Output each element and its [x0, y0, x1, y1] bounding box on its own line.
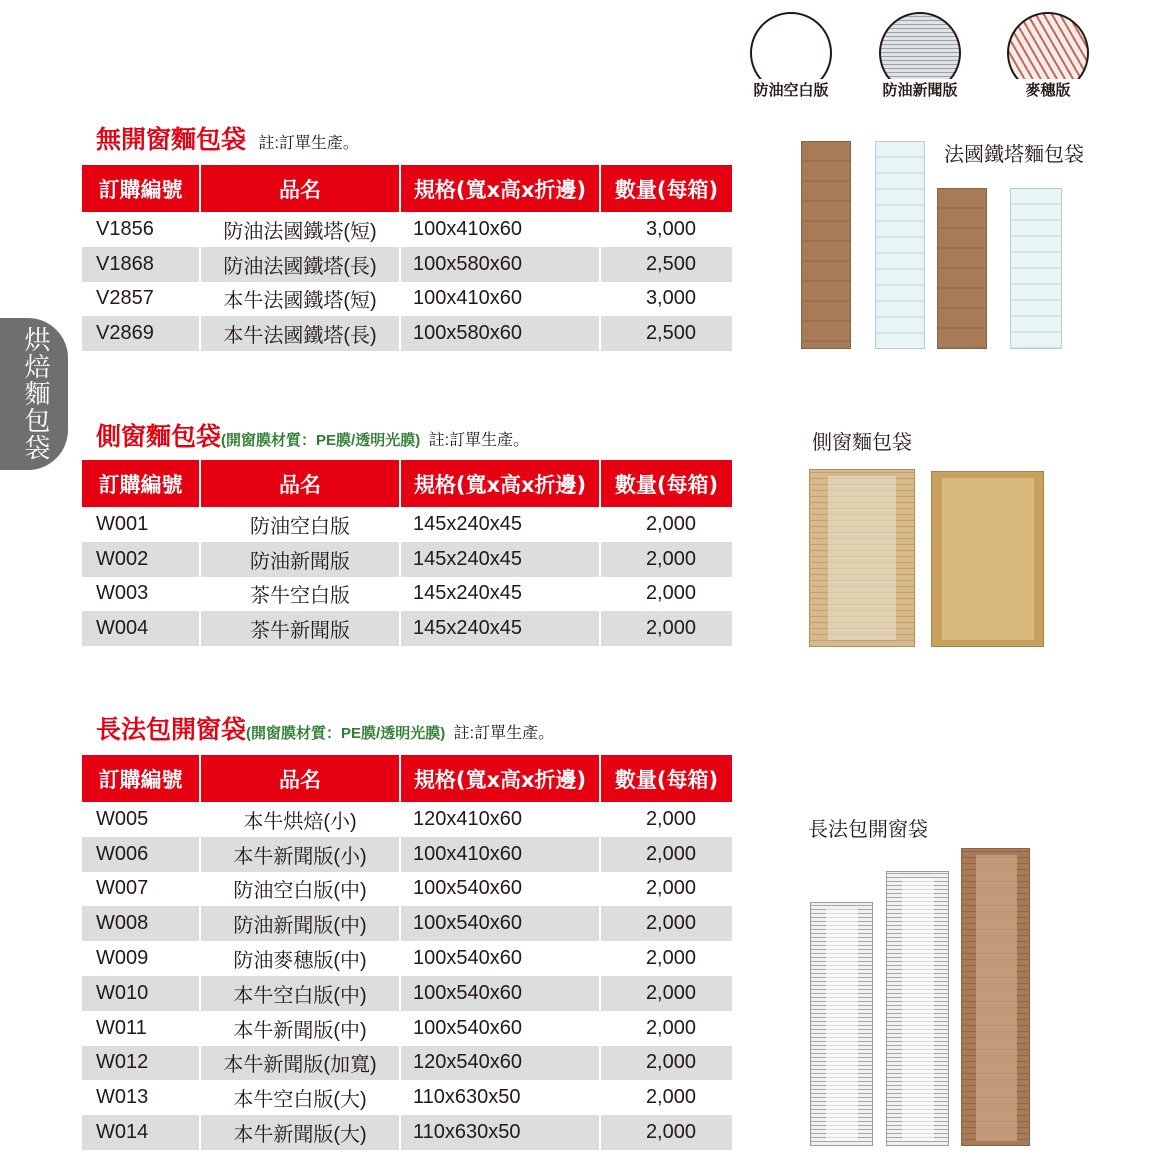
product-photo-baguette-kraft-large — [961, 848, 1030, 1146]
table-row — [82, 976, 732, 1011]
cell-code: V2857 — [82, 282, 200, 317]
product-photo-baguette-newspaper-small — [810, 902, 873, 1146]
cell-code: W011 — [82, 1011, 200, 1046]
bag-window — [976, 855, 1017, 1141]
product-photo-eiffel-white-long — [875, 141, 925, 349]
table-row — [82, 1080, 732, 1115]
table-row — [82, 611, 732, 646]
header-qty: 數量(每箱) — [600, 165, 732, 212]
cell-qty: 3,000 — [645, 287, 696, 310]
cell-qty: 3,000 — [645, 217, 696, 240]
cell-code: W003 — [82, 577, 200, 612]
cell-code: W013 — [82, 1080, 200, 1115]
product-photo-eiffel-kraft-long — [801, 141, 851, 349]
cell-spec: 120x410x60 — [400, 802, 600, 837]
header-spec: 規格(寬x高x折邊) — [400, 165, 600, 212]
header-name: 品名 — [200, 165, 400, 212]
cell-qty: 2,000 — [645, 582, 696, 605]
section1-heading — [96, 120, 359, 156]
table-row — [82, 282, 732, 317]
cell-qty: 2,000 — [600, 976, 732, 1011]
cell-qty: 2,000 — [600, 611, 732, 646]
section1-title: 無開窗麵包袋 — [96, 125, 247, 154]
cell-spec: 100x540x60 — [400, 976, 600, 1011]
section3-table — [82, 755, 732, 1150]
section3-title: 長法包開窗袋 — [96, 715, 247, 744]
table-row — [82, 1011, 732, 1046]
cell-qty: 2,000 — [645, 877, 696, 900]
cell-name: 本牛新聞版(加寬) — [200, 1046, 400, 1081]
section2-title: 側窗麵包袋 — [96, 422, 222, 451]
cell-qty: 2,500 — [600, 247, 732, 282]
cell-spec: 120x540x60 — [400, 1046, 600, 1081]
cell-code: W009 — [82, 941, 200, 976]
bag-window — [902, 878, 934, 1141]
product-photo-side-window-newspaper — [809, 469, 915, 647]
product-photo-eiffel-white-short — [1010, 188, 1062, 349]
cell-spec: 100x580x60 — [400, 247, 600, 282]
cell-spec: 100x410x60 — [400, 212, 600, 247]
table-row — [82, 577, 732, 612]
cell-qty: 2,000 — [645, 1086, 696, 1109]
table-header — [82, 165, 732, 212]
section2-heading — [96, 417, 529, 453]
cell-name: 防油法國鐵塔(短) — [200, 212, 400, 247]
header-qty: 數量(每箱) — [600, 460, 732, 507]
cell-name: 防油新聞版(中) — [200, 906, 400, 941]
cell-code: W007 — [82, 872, 200, 907]
cell-spec: 145x240x45 — [400, 542, 600, 577]
image-label-eiffel: 法國鐵塔麵包袋 — [944, 144, 1084, 166]
cell-name: 本牛空白版(中) — [200, 976, 400, 1011]
table-row — [82, 316, 732, 351]
side-category-tab — [0, 318, 68, 470]
cell-spec: 145x240x45 — [400, 507, 600, 542]
table-row — [82, 941, 732, 976]
cell-spec: 100x540x60 — [400, 872, 600, 907]
cell-name: 茶牛新聞版 — [200, 611, 400, 646]
cell-qty: 2,500 — [600, 316, 732, 351]
cell-code: W005 — [82, 802, 200, 837]
cell-spec: 100x410x60 — [400, 282, 600, 317]
cell-code: V2869 — [82, 316, 200, 351]
cell-spec: 145x240x45 — [400, 611, 600, 646]
cell-name: 本牛法國鐵塔(短) — [200, 282, 400, 317]
cell-spec: 100x540x60 — [400, 941, 600, 976]
table-row — [82, 872, 732, 907]
cell-qty: 2,000 — [600, 1046, 732, 1081]
cell-code: W002 — [82, 542, 200, 577]
cell-spec: 110x630x50 — [400, 1115, 600, 1150]
header-code: 訂購編號 — [82, 460, 200, 507]
bag-window — [826, 909, 858, 1141]
section2-subtitle: (開窗膜材質：PE膜/透明光膜) — [221, 432, 421, 449]
section2-table — [82, 460, 732, 646]
table-header — [82, 460, 732, 507]
cell-spec: 145x240x45 — [400, 577, 600, 612]
section1-note: 註:訂單生產。 — [258, 135, 359, 152]
cell-spec: 100x580x60 — [400, 316, 600, 351]
image-label-side-window: 側窗麵包袋 — [812, 432, 912, 454]
header-spec: 規格(寬x高x折邊) — [400, 460, 600, 507]
cell-qty: 2,000 — [645, 512, 696, 535]
swatch-label-newspaper: 防油新聞版 — [865, 79, 975, 100]
cell-name: 防油空白版(中) — [200, 872, 400, 907]
section2-note: 註:訂單生產。 — [428, 432, 530, 449]
cell-name: 本牛新聞版(中) — [200, 1011, 400, 1046]
table-row — [82, 212, 732, 247]
bag-window — [828, 476, 896, 640]
header-name: 品名 — [200, 460, 400, 507]
cell-code: W010 — [82, 976, 200, 1011]
cell-qty: 2,000 — [645, 1016, 696, 1039]
cell-code: V1868 — [82, 247, 200, 282]
table-header — [82, 755, 732, 802]
product-photo-baguette-newspaper-medium — [886, 871, 949, 1146]
cell-code: W012 — [82, 1046, 200, 1081]
cell-spec: 100x540x60 — [400, 1011, 600, 1046]
cell-qty: 2,000 — [600, 542, 732, 577]
cell-qty: 2,000 — [600, 906, 732, 941]
cell-spec: 110x630x50 — [400, 1080, 600, 1115]
section3-heading — [96, 710, 554, 746]
table-row — [82, 507, 732, 542]
cell-code: W006 — [82, 837, 200, 872]
header-code: 訂購編號 — [82, 755, 200, 802]
product-photo-eiffel-kraft-short — [937, 188, 987, 349]
swatch-label-wheat: 麥穗版 — [993, 79, 1103, 100]
cell-qty: 2,000 — [600, 1115, 732, 1150]
table-row — [82, 837, 732, 872]
cell-spec: 100x540x60 — [400, 906, 600, 941]
cell-spec: 100x410x60 — [400, 837, 600, 872]
cell-code: W004 — [82, 611, 200, 646]
section3-note: 註:訂單生產。 — [453, 725, 555, 742]
cell-name: 本牛新聞版(大) — [200, 1115, 400, 1150]
section1-table — [82, 165, 732, 351]
table-row — [82, 1046, 732, 1081]
table-row — [82, 542, 732, 577]
cell-code: V1856 — [82, 212, 200, 247]
section3-subtitle: (開窗膜材質：PE膜/透明光膜) — [246, 725, 446, 742]
table-row — [82, 802, 732, 837]
cell-code: W008 — [82, 906, 200, 941]
cell-qty: 2,000 — [645, 807, 696, 830]
cell-name: 本牛新聞版(小) — [200, 837, 400, 872]
cell-name: 防油麥穗版(中) — [200, 941, 400, 976]
table-row — [82, 906, 732, 941]
header-code: 訂購編號 — [82, 165, 200, 212]
header-qty: 數量(每箱) — [600, 755, 732, 802]
header-spec: 規格(寬x高x折邊) — [400, 755, 600, 802]
cell-name: 茶牛空白版 — [200, 577, 400, 612]
table-row — [82, 247, 732, 282]
cell-qty: 2,000 — [645, 947, 696, 970]
image-label-baguette-window: 長法包開窗袋 — [808, 819, 928, 841]
product-photo-side-window-kraft — [931, 471, 1044, 647]
cell-name: 本牛空白版(大) — [200, 1080, 400, 1115]
cell-name: 本牛烘焙(小) — [200, 802, 400, 837]
cell-name: 防油法國鐵塔(長) — [200, 247, 400, 282]
swatch-label-plain: 防油空白版 — [736, 79, 846, 100]
cell-name: 防油空白版 — [200, 507, 400, 542]
cell-name: 本牛法國鐵塔(長) — [200, 316, 400, 351]
bag-window — [942, 478, 1034, 640]
cell-code: W001 — [82, 507, 200, 542]
side-category-label: 烘焙麵包袋 — [20, 326, 50, 461]
header-name: 品名 — [200, 755, 400, 802]
cell-code: W014 — [82, 1115, 200, 1150]
table-row — [82, 1115, 732, 1150]
cell-qty: 2,000 — [600, 837, 732, 872]
cell-name: 防油新聞版 — [200, 542, 400, 577]
